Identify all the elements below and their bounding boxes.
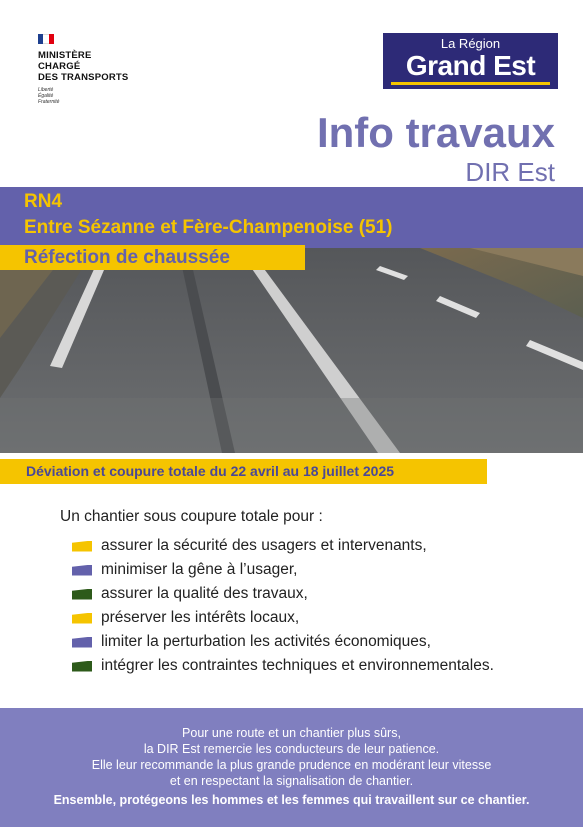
- bullet-marker-icon: [72, 613, 92, 624]
- road-section: Entre Sézanne et Fère-Champenoise (51): [24, 217, 393, 238]
- ministry-line-2: CHARGÉ: [38, 61, 81, 72]
- list-item-text: intégrer les contraintes techniques et environnementales.: [101, 657, 494, 674]
- region-logo: [383, 33, 558, 89]
- region-logo-bar: [391, 82, 550, 85]
- ministry-line-1: MINISTÈRE: [38, 50, 92, 61]
- road-number: RN4: [24, 191, 63, 212]
- ministry-motto: Liberté Égalité Fraternité: [38, 87, 60, 105]
- french-flag-icon: [38, 34, 54, 44]
- footer-bold-line: Ensemble, protégeons les hommes et les femmes qui travaillent sur ce chantier.: [53, 793, 530, 807]
- list-item-text: limiter la perturbation les activités économiques,: [101, 633, 431, 650]
- bullet-marker-icon: [72, 637, 92, 648]
- footer-line-2: la DIR Est remercie les conducteurs de leur patience.: [143, 742, 440, 756]
- list-item-text: assurer la sécurité des usagers et intervenants,: [101, 537, 427, 554]
- list-item-text: préserver les intérêts locaux,: [101, 609, 300, 626]
- list-intro: Un chantier sous coupure totale pour :: [60, 508, 323, 525]
- objectives-list: [72, 534, 494, 678]
- list-item-text: minimiser la gêne à l’usager,: [101, 561, 298, 578]
- list-item: [72, 654, 494, 678]
- list-item: [72, 582, 494, 606]
- bullet-marker-icon: [72, 541, 92, 552]
- list-item: [72, 558, 494, 582]
- footer-line-3: Elle leur recommande la plus grande prudence en modérant leur vitesse: [91, 758, 492, 772]
- ministry-line-3: DES TRANSPORTS: [38, 72, 129, 83]
- work-type: Réfection de chaussée: [24, 247, 230, 268]
- ministry-logo: [38, 34, 158, 105]
- list-item-text: assurer la qualité des travaux,: [101, 585, 308, 602]
- road-photo: [0, 248, 583, 453]
- bullet-marker-icon: [72, 661, 92, 672]
- bullet-marker-icon: [72, 589, 92, 600]
- list-item: [72, 534, 494, 558]
- footer: [0, 708, 583, 827]
- footer-line-4: et en respectant la signalisation de chantier.: [169, 774, 414, 788]
- region-logo-small-text: La Région: [440, 36, 501, 51]
- page-subtitle: DIR Est: [465, 157, 555, 187]
- dates-text: Déviation et coupure totale du 22 avril au 18 juillet 2025: [26, 463, 395, 479]
- list-item: [72, 606, 494, 630]
- region-logo-big-text: Grand Est: [405, 50, 536, 81]
- page-title: Info travaux: [316, 109, 555, 156]
- bullet-marker-icon: [72, 565, 92, 576]
- footer-line-1: Pour une route et un chantier plus sûrs,: [182, 726, 401, 740]
- list-item: [72, 630, 494, 654]
